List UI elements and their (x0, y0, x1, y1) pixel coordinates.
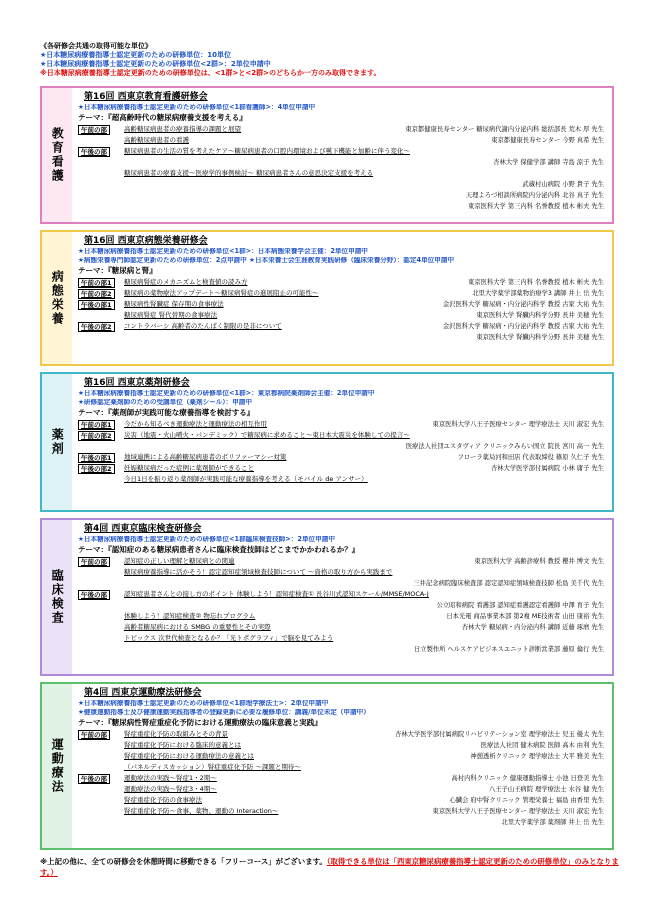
lecture-title: 認知症患者さんとの接し方のポイント 体験しよう！認知症検査① 長谷川式認知スケール/MMSE/MOCA-J (124, 590, 429, 598)
lecture-title: 災害（地震・火山噴火・パンデミック）で糖尿病に求めること～東日本大震災を体験しての提言～ (124, 431, 410, 439)
program-row (78, 180, 606, 191)
program-row (78, 785, 606, 796)
program-row (78, 623, 606, 634)
speaker-affiliation: 東京医科大学 第三内科 名誉教授 植木 彬夫 先生 (468, 279, 604, 286)
speaker-affiliation: 高村内科クリニック 健康運動指導士 小池 日登美 先生 (451, 775, 604, 782)
program-row (78, 136, 606, 147)
lecture-title: 地域連携による高齢糖尿病患者のポリファーマシー対策 (124, 453, 287, 461)
speaker-affiliation: 日本光電 商品事業本部 第2複 ME技術者 山田 康裕 先生 (446, 613, 604, 620)
section-side-label (42, 520, 72, 674)
speaker-affiliation: 東京医科大学 第三内科 名誉教授 植木 彬夫 先生 (468, 203, 604, 210)
lecture-title: 体験しよう！認知症検査② 物忘れプログラム (124, 612, 256, 620)
footer-note (40, 856, 630, 878)
program-row (78, 311, 606, 322)
speaker-affiliation: 武蔵村山病院 小野 貴子 先生 (522, 181, 604, 188)
program-row (78, 590, 606, 601)
program-row (78, 289, 606, 300)
section-side-label (42, 374, 72, 510)
lecture-title: 糖尿病患者の生活の質を考えたケア～糖尿病患者の口腔内環境および嚥下機能と加齢に伴う変化～ (124, 147, 410, 155)
speaker-affiliation: 北里大学薬学部 薬剤師 井上 岳 先生 (501, 819, 604, 826)
lecture-title: 今だから知るべき運動療法と運動療法の相互作用 (124, 420, 267, 428)
section-category: 教育看護 (50, 127, 65, 183)
footer-text-2: （取得できる単位は「西東京糖尿病療養指導士認定更新のための研修単位」のみとなります。） (40, 857, 619, 877)
session-label: 午後の部1 (78, 453, 115, 463)
section-side-label (42, 684, 72, 848)
lecture-title: 高齢糖尿病患者の療養指導の課題と展望 (124, 125, 241, 133)
program-row (78, 612, 606, 623)
session-label: 午後の部 (78, 590, 110, 600)
lecture-title: 腎症重症化予防～食事、薬物、運動の Interaction～ (124, 807, 279, 815)
header-line-2: ★日本糖尿病療養指導士認定更新のための研修単位<2群>：2単位申請中 (40, 60, 271, 68)
program-row (78, 818, 606, 829)
program-row (78, 420, 606, 431)
lecture-title: 腎症重症化予防における臨床的意義とは (124, 741, 241, 749)
header-caption: 《各研修会共通の取得可能な単位》 (40, 42, 152, 50)
lecture-title: 高齢者糖尿病における SMBG の重要性とその実際 (124, 623, 271, 631)
credit-note: ★日本糖尿病療養指導士認定更新のための研修単位<1群>：東京都病院薬剤師会主催：2単位申請中 (78, 390, 375, 397)
program-row (78, 158, 606, 169)
speaker-affiliation: 金沢医科大学 糖尿病・内分泌内科学 教授 古家 大祐 先生 (442, 323, 604, 330)
program-row (78, 763, 606, 774)
credit-note: ★日本糖尿病療養指導士認定更新のための研修単位<1群臨床検査技師>：2単位申請中 (78, 536, 335, 543)
footer-text-1: ※上記の他に、全ての研修会を休憩時間に移動できる「フリーコース」がございます。 (40, 857, 327, 866)
program-row (78, 568, 606, 579)
program-row (78, 147, 606, 158)
lecture-title: トピックス 次世代検査となるか？「光トポグラフィ」で脳を見てみよう (124, 634, 334, 642)
section-category: 臨床検査 (50, 569, 65, 625)
session-label: 午後の部2 (78, 464, 115, 474)
program-row (78, 453, 606, 464)
program-row (78, 774, 606, 785)
speaker-affiliation: 三井記念病院臨床検査部 認定認知症領域検査技師 松島 美千代 先生 (413, 580, 604, 587)
section-title: 第4回 西東京運動療法研修会 (84, 688, 202, 698)
session-label: 午前の部2 (78, 431, 115, 441)
lecture-title: 糖尿病療養指導に活かそう！認定認知症領域検査技師について ～資格の取り方から実践まで (124, 568, 393, 576)
speaker-affiliation: 日立製作所 ヘルスケアビジネスユニット診断営業部 藤原 倫行 先生 (414, 646, 604, 653)
speaker-affiliation: 東京医科大学八王子医療センター 理学療法士 天川 淑宏 先生 (432, 808, 604, 815)
section-body (72, 684, 612, 848)
program-row (78, 475, 606, 486)
speaker-affiliation: 杏林大学医学部付属病院リハビリテーション室 理学療法士 児玉 優太 先生 (395, 731, 604, 738)
program-row (78, 333, 606, 344)
program-row (78, 730, 606, 741)
section-side-label (42, 88, 72, 222)
program-row (78, 557, 606, 568)
seminar-section (40, 230, 614, 366)
program-row (78, 579, 606, 590)
program-row (78, 741, 606, 752)
speaker-affiliation: 金沢医科大学 糖尿病・内分泌内科学 教授 古家 大祐 先生 (442, 301, 604, 308)
credit-note: ★日本糖尿病療養指導士認定更新のための研修単位<1群看護師>：4単位申請中 (78, 104, 316, 111)
section-body (72, 374, 612, 510)
header-line-1: ★日本糖尿病療養指導士認定更新のための研修単位：10単位 (40, 51, 232, 59)
lecture-title: 運動療法の実践～腎症1・2期～ (124, 774, 217, 782)
speaker-affiliation: 東京都健康長寿センター 今野 真希 先生 (491, 137, 604, 144)
speaker-affiliation: 杏林大学 糖尿病・内分泌内科 講師 近藤 琢磨 先生 (461, 624, 604, 631)
lecture-title: 高齢糖尿病患者の看護 (124, 136, 189, 144)
section-body (72, 520, 612, 674)
speaker-affiliation: フローラ薬局河和田店 代表取締役 篠原 久仁子 先生 (457, 454, 604, 461)
speaker-affiliation: 天理よろづ相談所病院内分泌内科 北谷 真子 先生 (465, 192, 604, 199)
section-title: 第16回 西東京病態栄養研修会 (84, 236, 208, 246)
section-theme: テーマ：『薬剤師が実践可能な療養指導を検討する』 (78, 408, 255, 417)
session-label: 午前の部1 (78, 278, 115, 288)
speaker-affiliation: 東京医科大学 腎臓内科学分野 長井 美穂 先生 (476, 334, 604, 341)
speaker-affiliation: 杏林大学医学部付属病院 小林 庸子 先生 (490, 465, 604, 472)
program-row (78, 322, 606, 333)
session-label: 午前の部 (78, 730, 110, 740)
lecture-title: 糖尿病患者の療養支援～医療学的事例検討～ 糖尿病患者さんの意思決定支援を考える (124, 169, 374, 177)
speaker-affiliation: 公立昭和病院 看護部 認知症看護認定看護師 中澤 育子 先生 (436, 602, 604, 609)
session-label: 午前の部 (78, 557, 110, 567)
lecture-title: 糖尿病性腎臓症 保存期の食事療法 (124, 300, 224, 308)
section-title: 第16回 西東京薬剤研修会 (84, 378, 190, 388)
session-label: 午前の部 (78, 125, 110, 135)
session-label: 午後の部 (78, 147, 110, 157)
section-theme: テーマ：『糖尿病性腎症重症化予防における運動療法の臨床意義と実践』 (78, 718, 322, 727)
section-title: 第16回 西東京教育看護研修会 (84, 92, 208, 102)
program-row (78, 442, 606, 453)
credit-note: ★病態栄養専門師認定更新のための研修単位：2点申請中 ★日本栄養士会生涯教育実践研修（臨床栄養分野）：認定4単位申請中 (78, 257, 455, 264)
session-label: 午後の部 (78, 774, 110, 784)
section-theme: テーマ：『認知症のある糖尿病患者さんに臨床検査技師はどこまでかかわれるか？』 (78, 545, 360, 554)
lecture-title: 運動療法の実践～腎症3・4期～ (124, 785, 217, 793)
session-label: 午後の部1 (78, 300, 115, 310)
lecture-title: 糖尿病の薬物療法アップデート～糖尿病腎症の進展阻止の可能性～ (124, 289, 319, 297)
program-row (78, 125, 606, 136)
program-row (78, 278, 606, 289)
program-row (78, 807, 606, 818)
speaker-affiliation: 東京医科大学 高齢診療科 教授 櫻井 博文 先生 (474, 558, 604, 565)
program-row (78, 300, 606, 311)
session-label: 午前の部1 (78, 420, 115, 430)
lecture-title: （パネルディスカッション）腎症重症化予防 ～課題と期待～ (124, 763, 301, 771)
speaker-affiliation: 神憩透析クリニック 理学療法士 大平 雅美 先生 (470, 753, 604, 760)
header-line-3: ※日本糖尿病療養指導士認定更新のための研修単位は、<1群>と<2群>のどちらか一方のみ取得できます。 (40, 69, 381, 77)
speaker-affiliation: 東京医科大学八王子医療センター 理学療法士 天川 淑宏 先生 (432, 421, 604, 428)
program-row (78, 752, 606, 763)
credit-note: ★研修認定薬剤師のための受講単位（薬剤シール）：申請中 (78, 399, 252, 406)
section-body (72, 88, 612, 222)
section-category: 薬剤 (50, 428, 65, 456)
lecture-title: 糖尿病腎症 腎代替期の食事療法 (124, 311, 218, 319)
speaker-affiliation: 医療法人社団 健木病院 医師 高木 由利 先生 (480, 742, 604, 749)
program-row (78, 431, 606, 442)
section-category: 病態栄養 (50, 270, 65, 326)
lecture-title: コントラバーシ 高齢者のたんぱく制限の是非について (124, 322, 282, 330)
lecture-title: 糖尿病腎症のメカニズムと検査値の読み方 (124, 278, 248, 286)
section-theme: テーマ：『糖尿病と腎』 (78, 266, 157, 275)
lecture-title: 認知症の正しい理解と糖尿病との関連 (124, 557, 235, 565)
section-side-label (42, 232, 72, 364)
speaker-affiliation: 心臓会 府中腎クリニック 管理栄養士 福島 由香里 先生 (449, 797, 604, 804)
session-label: 午後の部2 (78, 322, 115, 332)
seminar-section (40, 86, 614, 224)
section-theme: テーマ：『超高齢時代の糖尿病療養支援を考える』 (78, 113, 247, 122)
speaker-affiliation: 八王子山王病院 理学療法士 水谷 健 先生 (488, 786, 604, 793)
program-row (78, 464, 606, 475)
seminar-section (40, 372, 614, 512)
program-row (78, 601, 606, 612)
credit-note: ★日本糖尿病療養指導士認定更新のための研修単位<1群>：日本病態栄養学会主催：2単位申請中 (78, 248, 368, 255)
program-row (78, 796, 606, 807)
credit-note: ★健康運動指導士及び健康運動実践指導者の登録更新に必要な履修単位：講義/単位未定（申請中） (78, 709, 370, 716)
session-label: 午前の部2 (78, 289, 115, 299)
section-category: 運動療法 (50, 738, 65, 794)
seminar-section (40, 682, 614, 850)
program-row (78, 645, 606, 656)
lecture-title: 今日1日を振り返り薬剤師が実践可能な療養指導を考える（モバイル de アンサー） (124, 475, 368, 483)
speaker-affiliation: 北里大学薬学部薬物治療学3 講師 井上 岳 先生 (472, 290, 604, 297)
credit-note: ★日本糖尿病療養指導士認定更新のための研修単位<1群理学療法士>：2単位申請中 (78, 700, 329, 707)
speaker-affiliation: 医療法人社団ユスタヴィア クリニックみらい国立 院長 宮川 高一 先生 (405, 443, 604, 450)
program-row (78, 169, 606, 180)
program-row (78, 634, 606, 645)
speaker-affiliation: 東京医科大学 腎臓内科学分野 長井 美穂 先生 (476, 312, 604, 319)
section-body (72, 232, 612, 364)
program-row (78, 202, 606, 213)
program-row (78, 191, 606, 202)
speaker-affiliation: 東京都健康長寿センター 糖尿病代謝内分泌内科 総括部長 荒木 厚 先生 (405, 126, 604, 133)
seminar-section (40, 518, 614, 676)
lecture-title: 腎症重症化予防における運動療法の意義とは (124, 752, 254, 760)
lecture-title: 腎症重症化予防の食事療法 (124, 796, 202, 804)
header (40, 42, 630, 78)
speaker-affiliation: 杏林大学 保健学部 講師 寺島 涼子 先生 (493, 159, 604, 166)
section-title: 第4回 西東京臨床検査研修会 (84, 524, 202, 534)
lecture-title: 妊娠糖尿病だった症例に薬剤師ができること (124, 464, 254, 472)
lecture-title: 腎症重症化予防の取組みとその背景 (124, 730, 228, 738)
